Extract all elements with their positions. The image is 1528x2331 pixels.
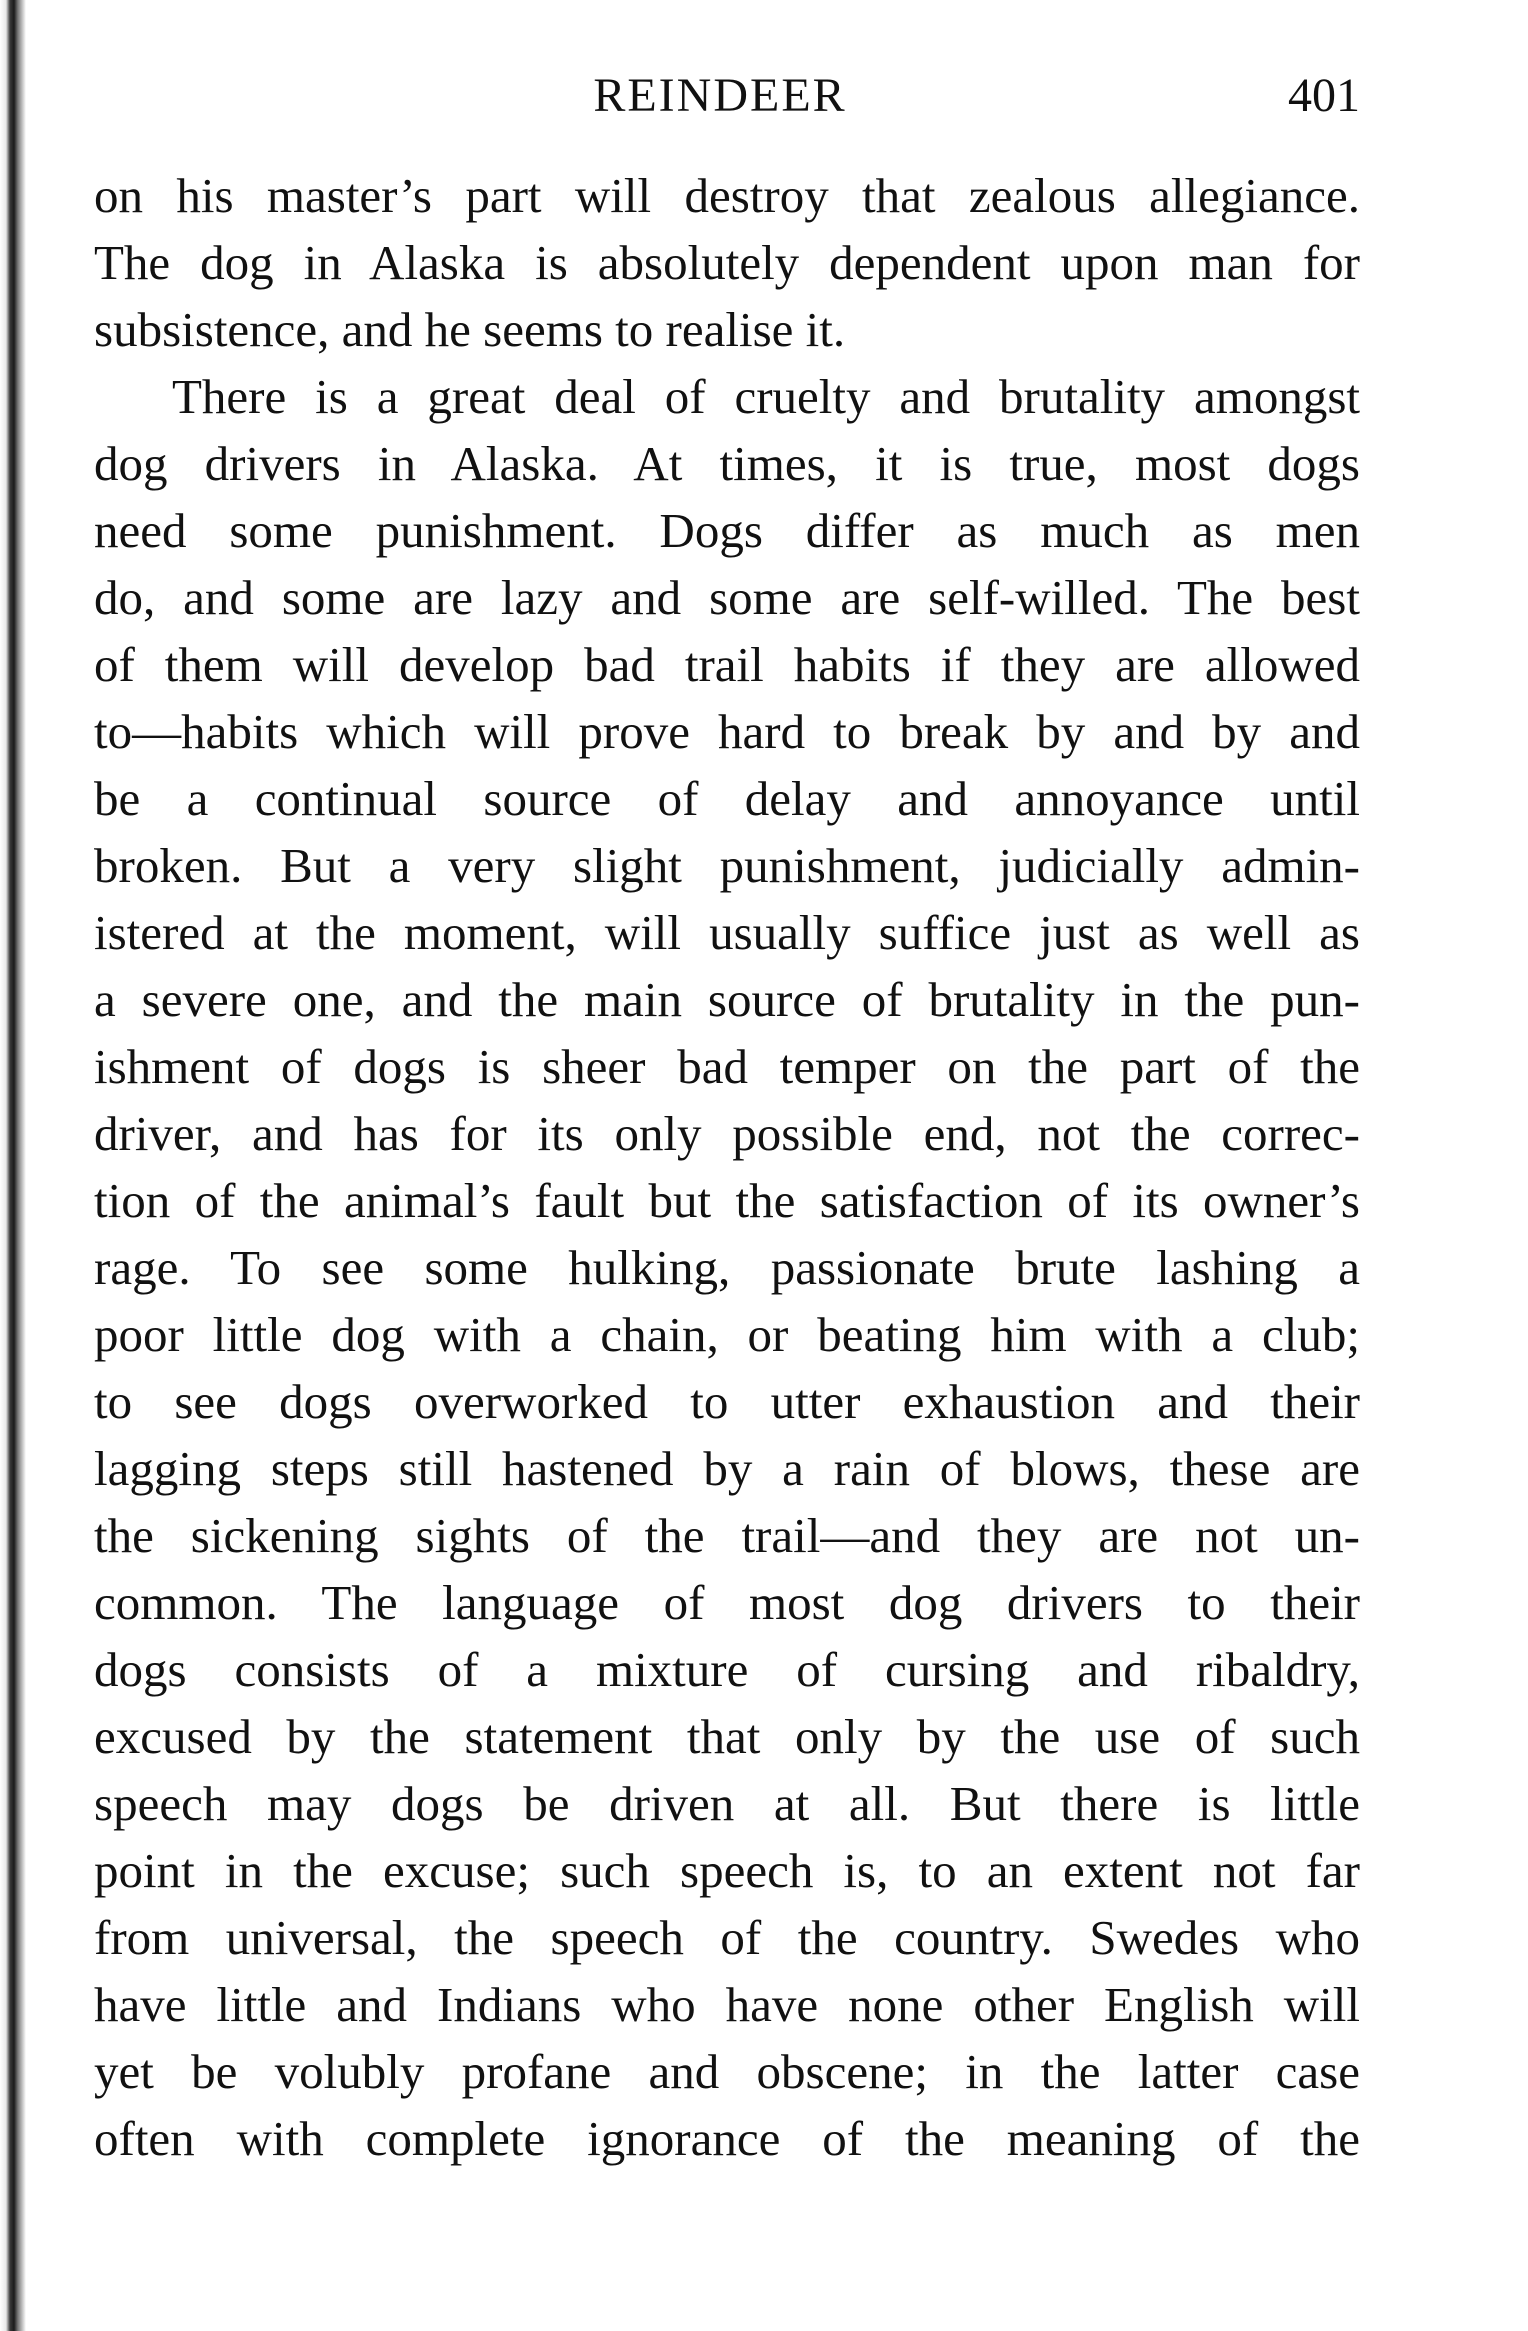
text-line: excused by the statement that only by the use of such: [94, 1709, 1360, 1764]
text-line: common. The language of most dog drivers to their: [94, 1575, 1360, 1630]
text-line: yet be volubly profane and obscene; in the latter case: [94, 2044, 1360, 2099]
text-line: do, and some are lazy and some are self-willed. The best: [94, 570, 1360, 625]
text-line: broken. But a very slight punishment, judicially admin-: [94, 838, 1360, 893]
text-line: poor little dog with a chain, or beating him with a club;: [94, 1307, 1360, 1362]
text-line: a severe one, and the main source of brutality in the pun-: [94, 972, 1360, 1027]
text-line: often with complete ignorance of the meaning of the: [94, 2111, 1360, 2166]
text-line: from universal, the speech of the country. Swedes who: [94, 1910, 1360, 1965]
text-line: dogs consists of a mixture of cursing and ribaldry,: [94, 1642, 1360, 1697]
body-text: [94, 162, 1360, 2172]
text-line: There is a great deal of cruelty and brutality amongst: [172, 369, 1360, 424]
running-head: [0, 66, 1528, 126]
text-line: the sickening sights of the trail—and they are not un-: [94, 1508, 1360, 1563]
text-line: The dog in Alaska is absolutely dependent upon man for: [94, 235, 1360, 290]
page-binding-edge: [0, 0, 26, 2331]
page-number: 401: [1288, 69, 1360, 122]
text-line: ishment of dogs is sheer bad temper on the part of the: [94, 1039, 1360, 1094]
text-line: lagging steps still hastened by a rain of blows, these are: [94, 1441, 1360, 1496]
text-line: point in the excuse; such speech is, to an extent not far: [94, 1843, 1360, 1898]
text-line: need some punishment. Dogs differ as much as men: [94, 503, 1360, 558]
text-line: driver, and has for its only possible end, not the correc-: [94, 1106, 1360, 1161]
text-line: to see dogs overworked to utter exhaustion and their: [94, 1374, 1360, 1429]
text-line: rage. To see some hulking, passionate brute lashing a: [94, 1240, 1360, 1295]
text-line: of them will develop bad trail habits if they are allowed: [94, 637, 1360, 692]
running-title: REINDEER: [593, 69, 847, 122]
text-line: to—habits which will prove hard to break by and by and: [94, 704, 1360, 759]
text-line: be a continual source of delay and annoyance until: [94, 771, 1360, 826]
text-line: have little and Indians who have none other English will: [94, 1977, 1360, 2032]
text-line: tion of the animal’s fault but the satisfaction of its owner’s: [94, 1173, 1360, 1228]
text-line: subsistence, and he seems to realise it.: [94, 302, 846, 357]
text-line: dog drivers in Alaska. At times, it is true, most dogs: [94, 436, 1360, 491]
text-line: on his master’s part will destroy that zealous allegiance.: [94, 168, 1360, 223]
text-line: speech may dogs be driven at all. But there is little: [94, 1776, 1360, 1831]
text-line: istered at the moment, will usually suffice just as well as: [94, 905, 1360, 960]
